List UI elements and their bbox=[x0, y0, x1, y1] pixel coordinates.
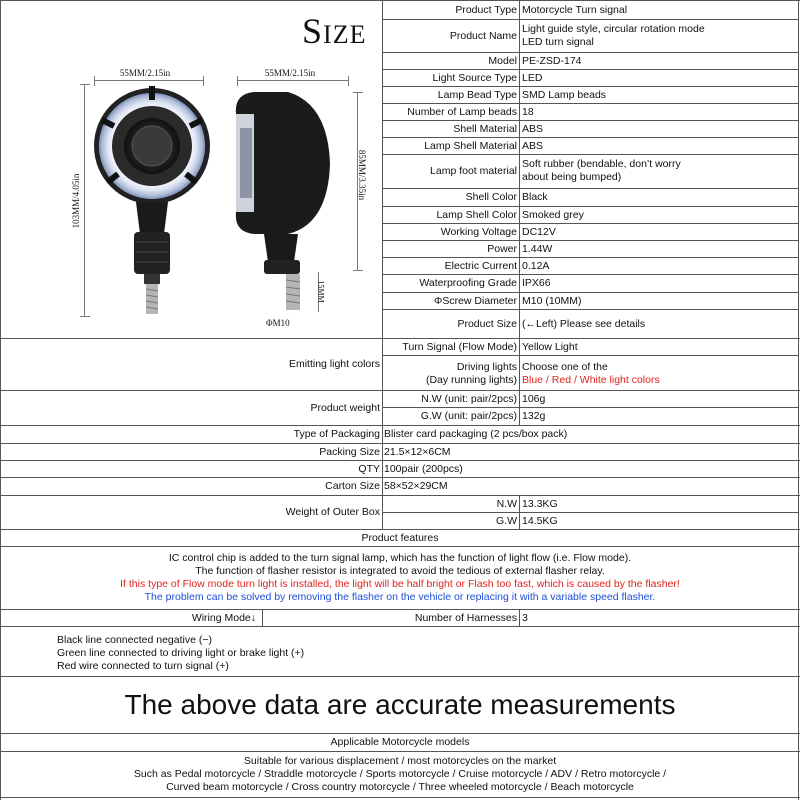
spec-value: SMD Lamp beads bbox=[522, 88, 607, 101]
spec-label: Lamp Bead Type bbox=[437, 88, 517, 101]
nw-label: N.W (unit: pair/2pcs) bbox=[421, 393, 517, 405]
spec-value: IPX66 bbox=[522, 277, 551, 289]
spec-label: Power bbox=[487, 242, 517, 255]
features-warning: If this type of Flow mode turn light is installed, the light will be half bright or Flash too fast, which is caused by the flasher! bbox=[120, 578, 680, 590]
spec-value: Light guide style, circular rotation mode bbox=[522, 23, 705, 35]
side-width-label: 55MM/2.15in bbox=[264, 68, 316, 78]
spec-value: M10 (10MM) bbox=[522, 294, 582, 307]
emitting-label: Emitting light colors bbox=[288, 358, 380, 370]
screw-diameter-label: ΦM10 bbox=[266, 318, 290, 328]
features-header: Product features bbox=[361, 532, 439, 544]
spec-label: Shell Color bbox=[465, 191, 517, 203]
packaging-label: Packing Size bbox=[319, 446, 380, 458]
outer-gw-label: G.W bbox=[496, 515, 517, 527]
wiring-green: Green line connected to driving light or brake light (+) bbox=[57, 647, 305, 659]
spec-value: 0.12A bbox=[522, 259, 550, 272]
total-height-label: 103MM/4.05in bbox=[71, 173, 81, 229]
harness-label: Number of Harnesses bbox=[414, 612, 517, 624]
spec-label: Product Name bbox=[449, 29, 517, 42]
outer-nw-value: 13.3KG bbox=[522, 498, 558, 510]
spec-label: Model bbox=[488, 54, 517, 67]
spec-value: Black bbox=[522, 191, 548, 203]
spec-value: Motorcycle Turn signal bbox=[522, 3, 628, 16]
spec-label: ΦScrew Diameter bbox=[433, 294, 517, 307]
models-header: Applicable Motorcycle models bbox=[330, 736, 470, 748]
size-title: SIZE bbox=[302, 11, 367, 51]
driving-lights-value: Choose one of the bbox=[522, 361, 608, 373]
screw-length-label: 15MM bbox=[316, 280, 326, 303]
spec-label: Light Source Type bbox=[432, 71, 517, 84]
spec-value: PE-ZSD-174 bbox=[522, 54, 582, 67]
spec-value: 18 bbox=[522, 105, 534, 118]
spec-value-line2: LED turn signal bbox=[522, 36, 594, 48]
body-height-label: 85MM/3.35in bbox=[357, 149, 367, 201]
wiring-red: Red wire connected to turn signal (+) bbox=[57, 660, 229, 672]
driving-lights-label2: (Day running lights) bbox=[425, 374, 517, 386]
accuracy-banner: The above data are accurate measurements bbox=[124, 689, 676, 720]
product-weight-label: Product weight bbox=[310, 402, 380, 414]
spec-value: ABS bbox=[522, 139, 544, 152]
spec-value: DC12V bbox=[522, 225, 556, 238]
side-view-image bbox=[228, 84, 338, 314]
spec-label: Waterproofing Grade bbox=[419, 277, 517, 289]
features-line-1: IC control chip is added to the turn signal lamp, which has the function of light flow (i.e. Flow mode). bbox=[168, 552, 632, 564]
packaging-value: 100pair (200pcs) bbox=[384, 463, 463, 475]
wiring-black: Black line connected negative (−) bbox=[57, 634, 212, 646]
packaging-value: 21.5×12×6CM bbox=[384, 446, 451, 458]
outer-nw-label: N.W bbox=[496, 498, 517, 510]
nw-value: 106g bbox=[522, 393, 546, 405]
models-line-2: Such as Pedal motorcycle / Straddle motorcycle / Sports motorcycle / Cruise motorcycle / ADV / Retro motorcycle / bbox=[133, 768, 667, 780]
wiring-mode-label: Wiring Mode↓ bbox=[191, 612, 256, 624]
spec-value: Smoked grey bbox=[522, 208, 584, 221]
gw-label: G.W (unit: pair/2pcs) bbox=[420, 410, 517, 422]
features-solution: The problem can be solved by removing the flasher on the vehicle or replacing it with a variable speed flasher. bbox=[144, 591, 656, 603]
packaging-label: QTY bbox=[358, 463, 380, 475]
models-line-3: Curved beam motorcycle / Cross country motorcycle / Three wheeled motorcycle / Beach motorcycle bbox=[166, 781, 634, 793]
spec-label: Product Size bbox=[457, 317, 517, 330]
spec-label: Working Voltage bbox=[440, 225, 517, 238]
spec-label: Number of Lamp beads bbox=[407, 105, 517, 118]
front-width-label: 55MM/2.15in bbox=[119, 68, 171, 78]
spec-label: Lamp foot material bbox=[430, 165, 517, 177]
spec-label: Lamp Shell Material bbox=[424, 139, 517, 152]
packaging-value: 58×52×29CM bbox=[384, 480, 448, 492]
driving-lights-label: Driving lights bbox=[456, 361, 517, 373]
spec-value-line2: about being bumped) bbox=[522, 171, 622, 183]
packaging-label: Type of Packaging bbox=[293, 428, 380, 440]
turn-signal-value: Yellow Light bbox=[522, 341, 578, 353]
outer-gw-value: 14.5KG bbox=[522, 515, 558, 527]
turn-signal-label: Turn Signal (Flow Mode) bbox=[402, 341, 517, 353]
packaging-value: Blister card packaging (2 pcs/box pack) bbox=[384, 428, 568, 440]
driving-lights-colors: Blue / Red / White light colors bbox=[522, 374, 660, 386]
models-line-1: Suitable for various displacement / most motorcycles on the market bbox=[243, 755, 557, 767]
spec-label: Product Type bbox=[455, 3, 517, 16]
spec-label: Shell Material bbox=[453, 122, 517, 135]
spec-value: Soft rubber (bendable, don’t worry bbox=[522, 158, 681, 170]
packaging-label: Carton Size bbox=[325, 480, 380, 492]
harness-value: 3 bbox=[522, 612, 528, 624]
outer-box-label: Weight of Outer Box bbox=[285, 506, 380, 518]
spec-value: (←Left) Please see details bbox=[522, 317, 646, 330]
spec-value: 1.44W bbox=[522, 242, 553, 255]
size-panel bbox=[0, 0, 382, 338]
spec-label: Lamp Shell Color bbox=[436, 208, 517, 221]
spec-value: LED bbox=[522, 71, 543, 84]
features-line-2: The function of flasher resistor is integrated to avoid the tedious of external flasher relay. bbox=[195, 565, 605, 577]
front-view-image bbox=[90, 84, 215, 324]
spec-value: ABS bbox=[522, 122, 544, 135]
spec-label: Electric Current bbox=[444, 259, 517, 272]
gw-value: 132g bbox=[522, 410, 546, 422]
